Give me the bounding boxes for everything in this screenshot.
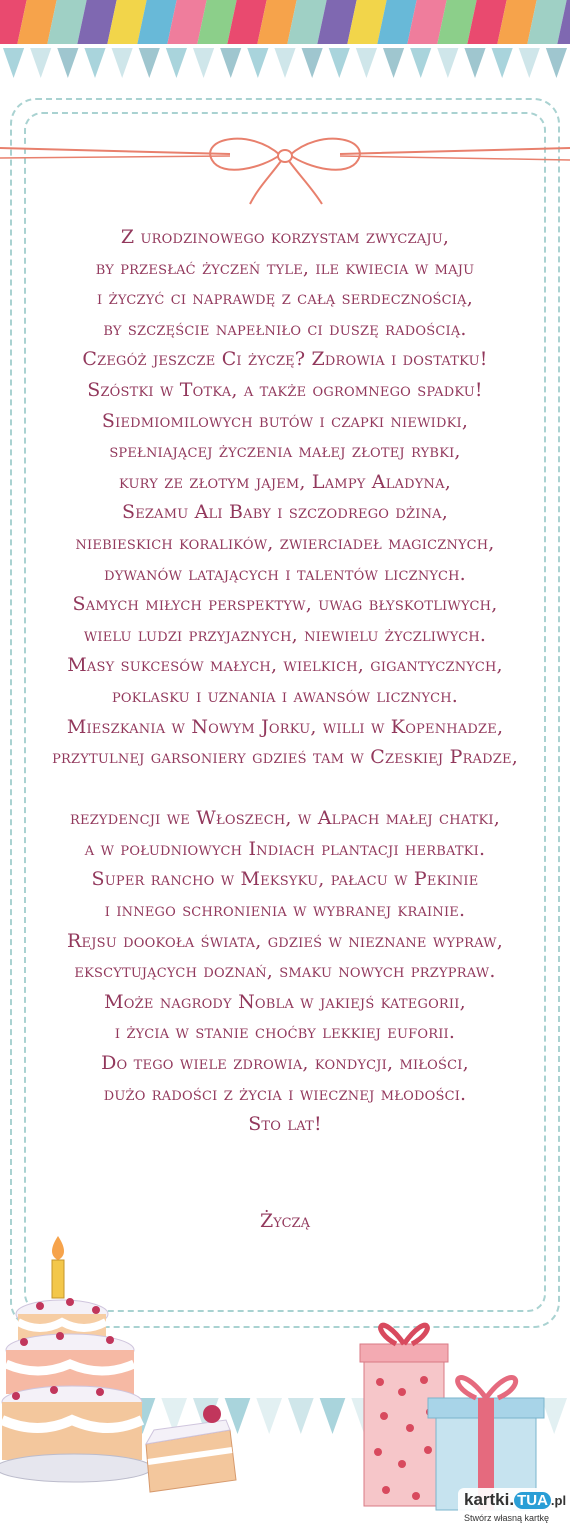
- birthday-cake-icon: [0, 1230, 250, 1529]
- bunting-flag: [329, 48, 350, 78]
- poem-line: i życzyć ci naprawdę z całą serdecznością,: [97, 287, 473, 310]
- poem-line: Do tego wiele zdrowia, kondycji, miłości,: [101, 1052, 469, 1075]
- poem-line: by przesłać życzeń tyle, ile kwiecia w maju: [95, 256, 475, 279]
- bunting-flag: [519, 48, 540, 78]
- logo-tagline: Stwórz własną kartkę: [464, 1513, 550, 1523]
- site-logo[interactable]: [458, 1488, 570, 1529]
- bunting-flag: [302, 48, 323, 78]
- poem-line: dywanów latających i talentów licznych.: [104, 562, 466, 585]
- bunting-flag: [274, 48, 295, 78]
- poem-line: Z urodzinowego korzystam zwyczaju,: [120, 226, 450, 248]
- poem-line: poklasku i uznania i awansów licznych.: [111, 684, 459, 707]
- bunting-flag: [57, 48, 78, 78]
- poem-line: przytulnej garsoniery gdzieś tam w Czeskiej Pradze,: [52, 746, 518, 769]
- bunting-flag: [492, 48, 513, 78]
- bunting-flag: [166, 48, 187, 78]
- poem-line: by szczęście napełniło ci duszę radością.: [103, 317, 467, 340]
- poem-line: Rejsu dookoła świata, gdzieś w nieznane wypraw,: [67, 929, 503, 952]
- bunting-flag: [84, 48, 105, 78]
- signoff-text: Życzą: [260, 1210, 310, 1232]
- bunting-flag: [464, 48, 485, 78]
- bunting-flag: [139, 48, 160, 78]
- bunting-flag: [437, 48, 458, 78]
- poem-line: Czegóż jeszcze Ci życzę? Zdrowia i dostatku!: [82, 348, 488, 371]
- poem-line: kury ze złotym jajem, Lampy Aladyna,: [119, 470, 451, 493]
- bunting-flag: [356, 48, 377, 78]
- poem-line: Samych miłych perspektyw, uwag błyskotliwych,: [72, 593, 498, 616]
- poem-line: rezydencji we Włoszech, w Alpach małej chatki,: [70, 807, 500, 830]
- ribbon-bow-icon: [0, 118, 570, 208]
- poem-text: [20, 222, 550, 1140]
- poem-blank-line: [20, 773, 550, 804]
- poem-line: i życia w stanie choćby lekkiej euforii.: [114, 1021, 456, 1044]
- bunting-flag: [410, 48, 431, 78]
- poem-line: a w południowych Indiach plantacji herbatki.: [84, 837, 486, 860]
- poem-line: wielu ludzi przyjaznych, niewielu życzliwych.: [83, 623, 487, 646]
- bunting-flag: [220, 48, 241, 78]
- bunting-flag: [383, 48, 404, 78]
- poem-line: spełniającej życzenia małej złotej rybki,: [109, 440, 461, 463]
- bunting-flag: [30, 48, 51, 78]
- logo-wordmark: kartki. TUA .pl: [464, 1490, 567, 1509]
- poem-line: Szóstki w Totka, a także ogromnego spadku!: [87, 378, 483, 401]
- poem-line: Super rancho w Meksyku, pałacu w Pekinie: [91, 868, 479, 891]
- poem-line: i innego schronienia w wybranej krainie.: [104, 899, 466, 922]
- poem-line: dużo radości z życia i wiecznej młodości.: [103, 1082, 467, 1105]
- bunting-flag: [112, 48, 133, 78]
- bunting-flag: [288, 1398, 314, 1434]
- poem-line: Sto lat!: [248, 1113, 322, 1136]
- bunting-flag: [193, 48, 214, 78]
- poem-line: ekscytujących doznań, smaku nowych przypraw.: [74, 960, 496, 983]
- bunting-flag: [546, 48, 567, 78]
- bunting-flag: [3, 48, 24, 78]
- bunting-flag: [256, 1398, 282, 1434]
- poem-line: Sezamu Ali Baby i szczodrego dżina,: [122, 501, 448, 524]
- bunting-flags: [0, 44, 570, 84]
- poem-line: Siedmiomilowych butów i czapki niewidki,: [101, 409, 469, 432]
- bunting-flag: [247, 48, 268, 78]
- poem-line: Może nagrody Nobla w jakiejś kategorii,: [104, 990, 466, 1013]
- poem-line: Masy sukcesów małych, wielkich, gigantycznych,: [67, 654, 503, 677]
- poem-line: niebieskich koralików, zwierciadeł magicznych,: [75, 531, 495, 554]
- striped-banner: [0, 0, 570, 44]
- poem-line: Mieszkania w Nowym Jorku, willi w Kopenhadze,: [66, 715, 504, 738]
